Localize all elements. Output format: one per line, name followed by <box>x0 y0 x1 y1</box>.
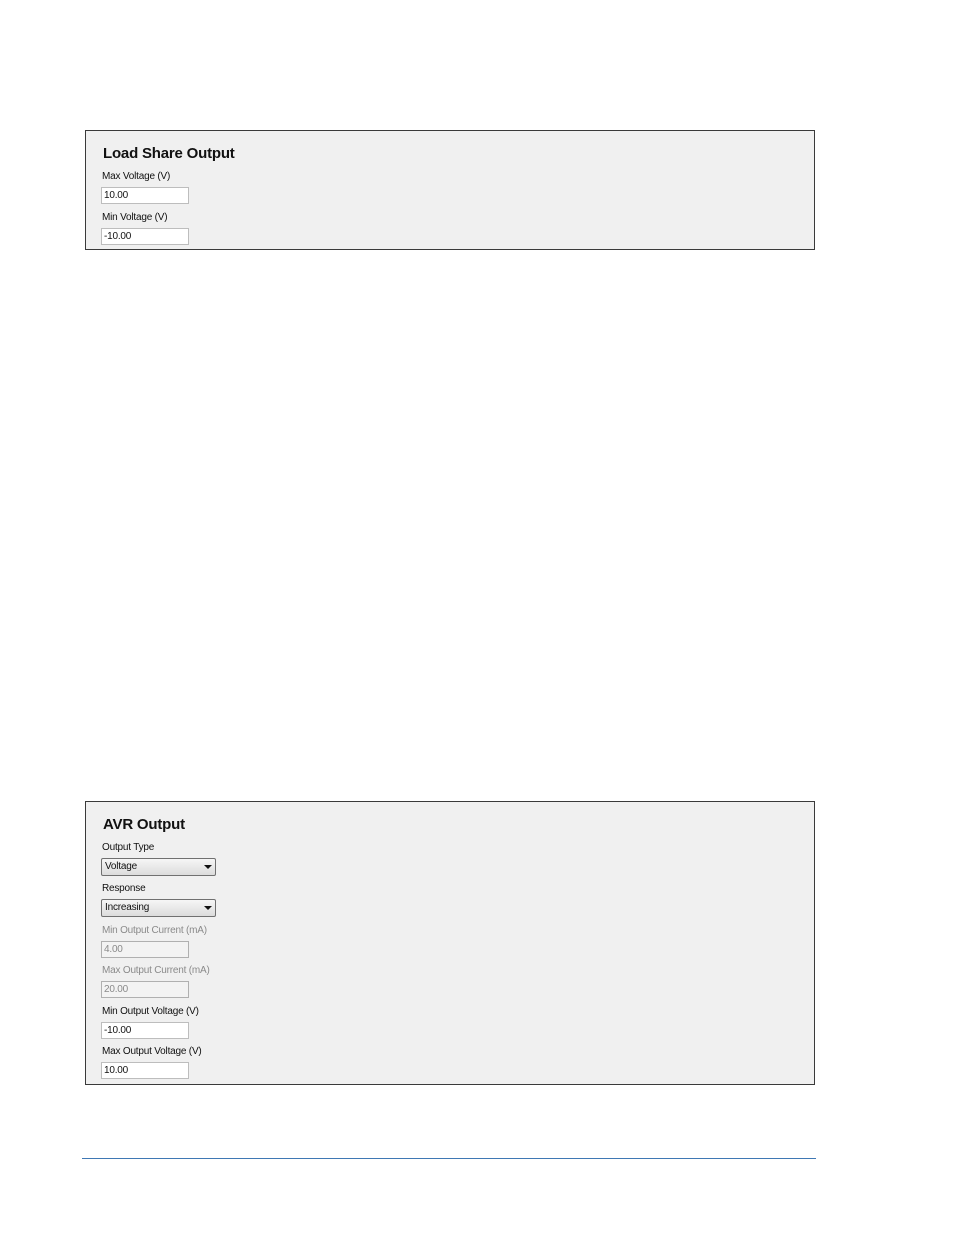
response-dropdown[interactable] <box>101 899 216 917</box>
min-voltage-input[interactable] <box>101 228 189 245</box>
min-output-current-label: Min Output Current (mA) <box>102 925 207 936</box>
footer-divider <box>82 1158 816 1159</box>
response-label: Response <box>102 883 146 894</box>
response-value: Increasing <box>105 902 150 913</box>
max-output-voltage-input[interactable] <box>101 1062 189 1079</box>
max-output-current-label: Max Output Current (mA) <box>102 965 210 976</box>
avr-output-title: AVR Output <box>103 816 185 833</box>
min-output-voltage-label: Min Output Voltage (V) <box>102 1006 199 1017</box>
max-voltage-input[interactable] <box>101 187 189 204</box>
min-output-voltage-input[interactable] <box>101 1022 189 1039</box>
max-output-voltage-label: Max Output Voltage (V) <box>102 1046 202 1057</box>
max-output-current-input <box>101 981 189 998</box>
min-output-current-input <box>101 941 189 958</box>
output-type-value: Voltage <box>105 861 137 872</box>
min-voltage-label: Min Voltage (V) <box>102 212 168 223</box>
chevron-down-icon <box>204 865 212 869</box>
max-voltage-label: Max Voltage (V) <box>102 171 171 182</box>
load-share-output-panel <box>85 130 815 250</box>
output-type-label: Output Type <box>102 842 155 853</box>
output-type-dropdown[interactable] <box>101 858 216 876</box>
chevron-down-icon <box>204 906 212 910</box>
load-share-output-title: Load Share Output <box>103 145 235 162</box>
avr-output-panel <box>85 801 815 1085</box>
